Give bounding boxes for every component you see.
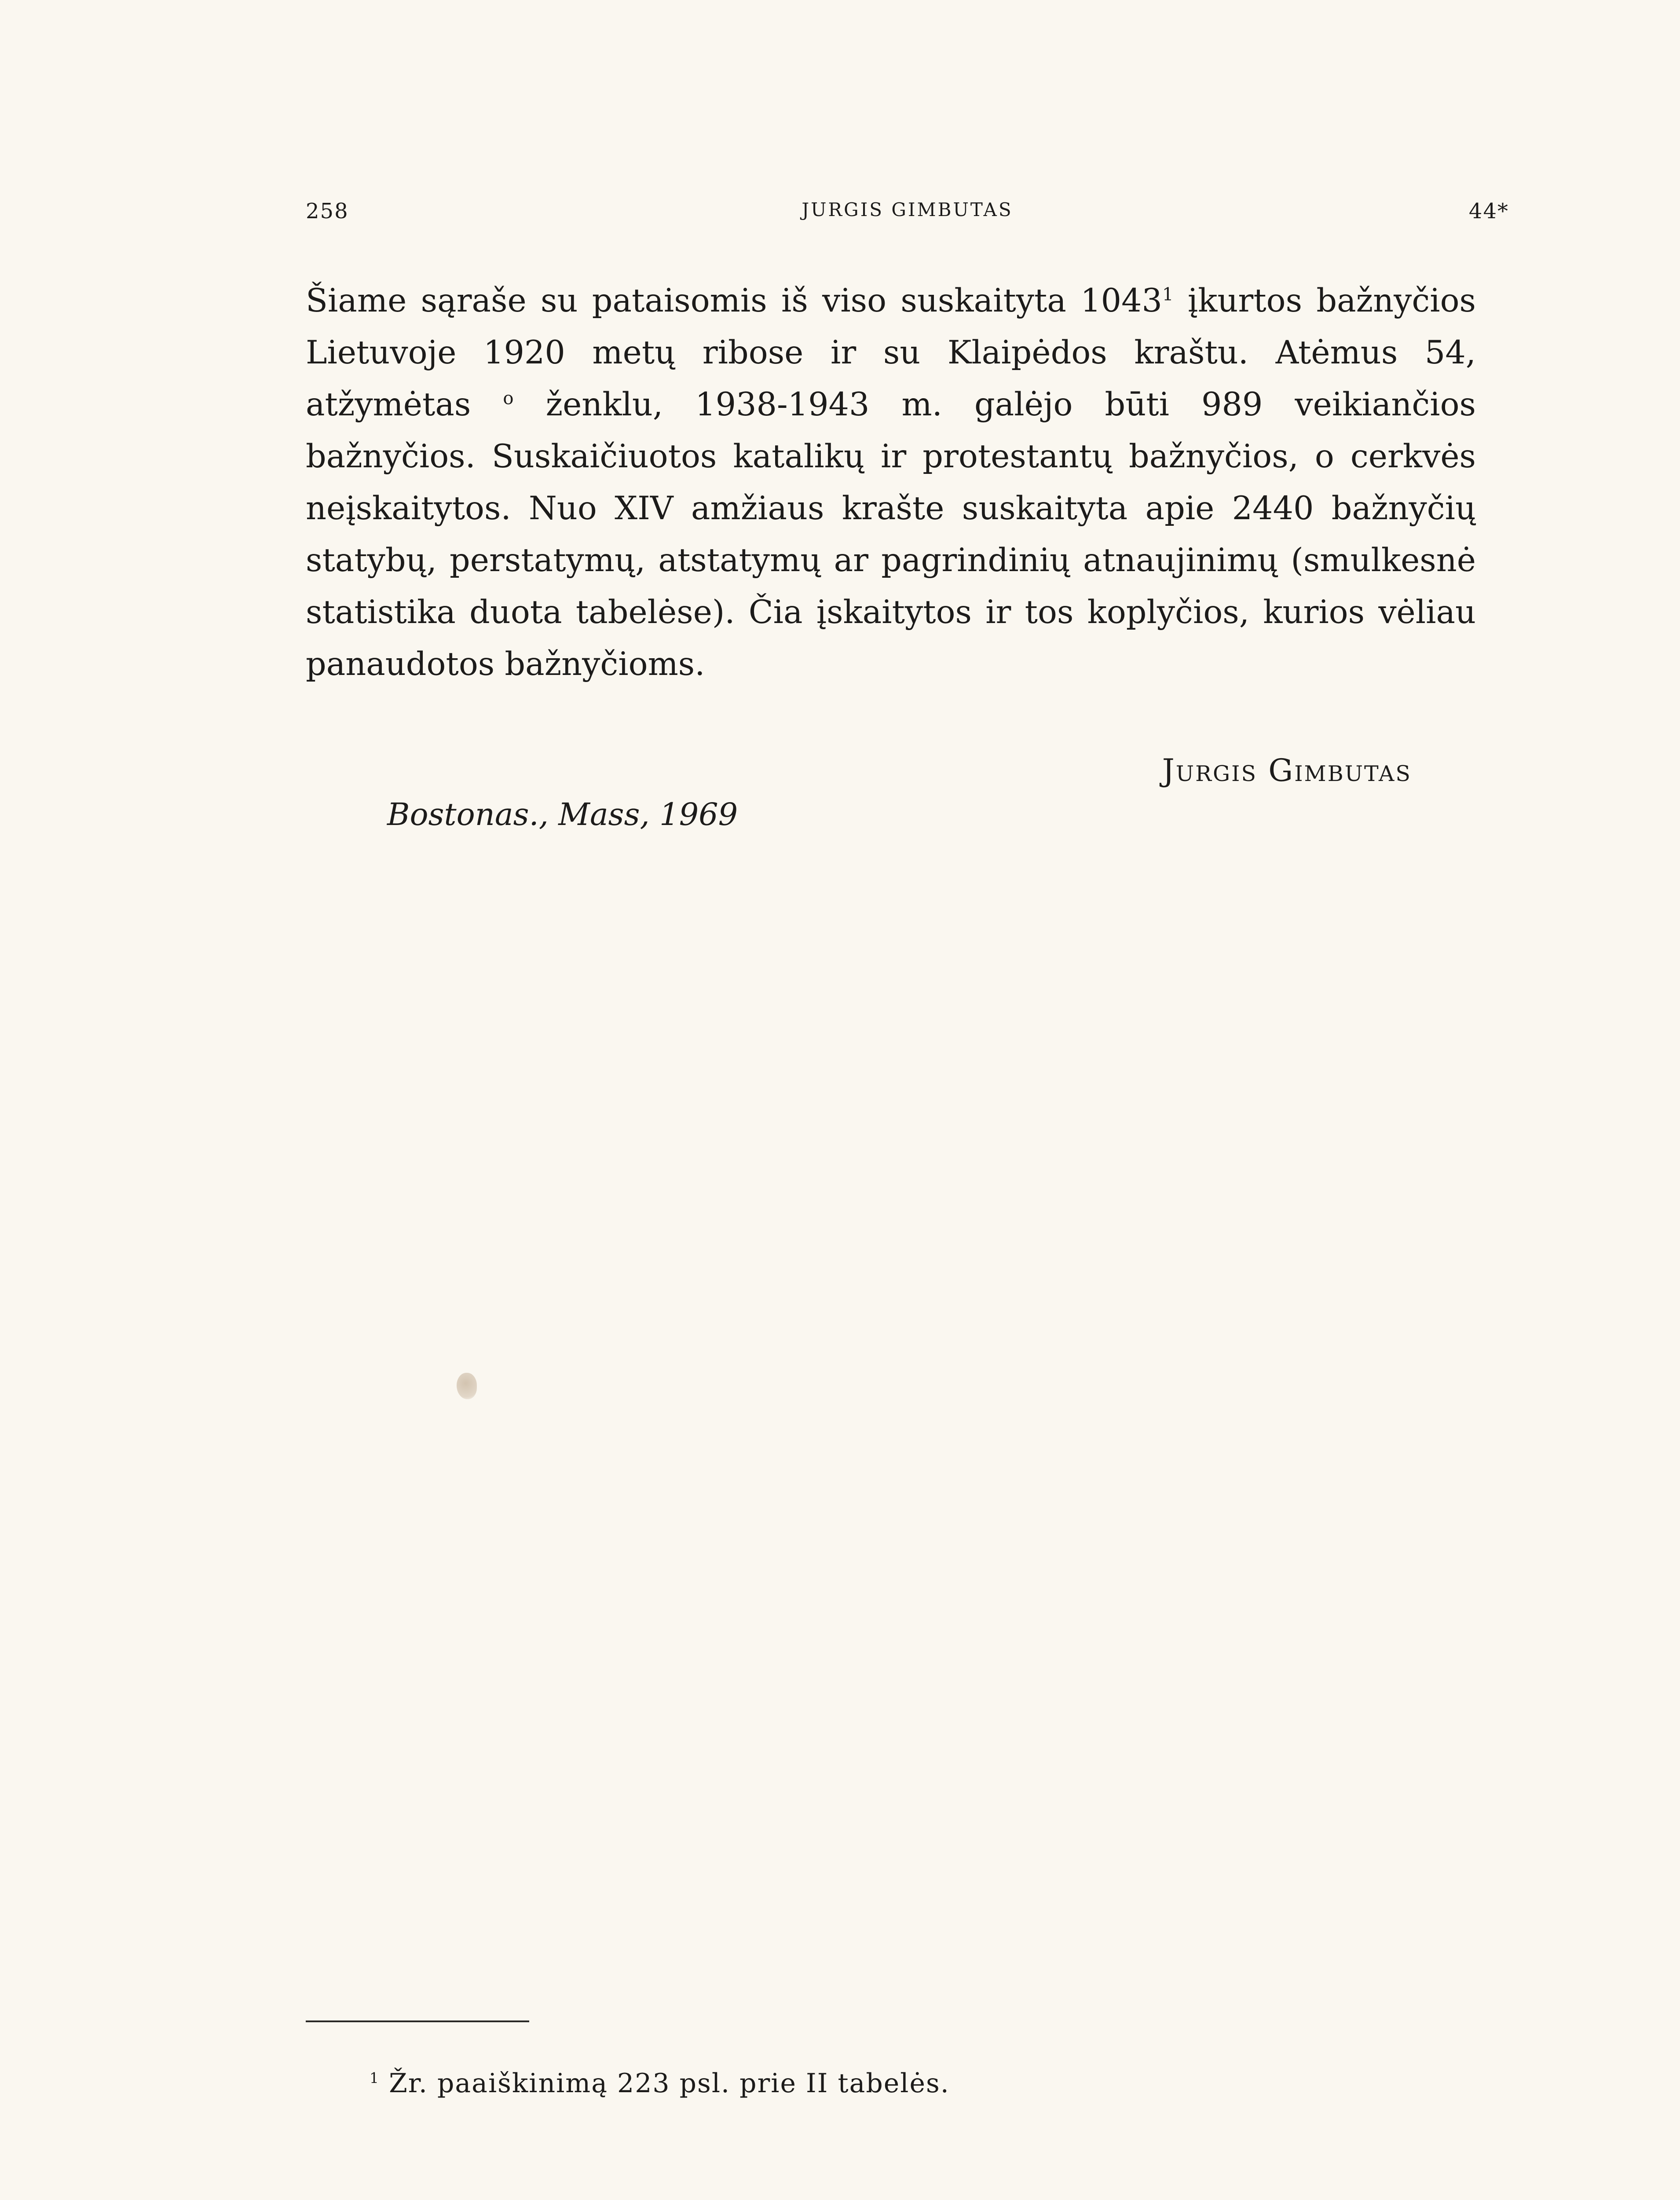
page-number: 258 <box>306 199 349 224</box>
running-title: JURGIS GIMBUTAS <box>802 199 1013 220</box>
body-text-part3: ženklu, 1938-1943 m. galėjo būti 989 veikiančios bažnyčios. Suskaičiuotos katalikų ir protestantų bažnyčios, o cerkvės neįskaitytos. Nuo XIV amžiaus krašte suskaityta apie 2440 bažnyčių statybų, perstatymų, atstatymų ar pagrindinių atnaujinimų (smulkesnė statistika duota tabelėse). Čia įskaitytos ir tos koplyčios, kurios vėliau panaudotos bažnyčioms. <box>306 386 1476 683</box>
footnote-marker: 1 <box>370 2069 380 2086</box>
footnote-reference: 1 <box>1162 284 1174 305</box>
footnote <box>370 2068 950 2099</box>
body-text-part2: įkurtos bažnyčios Lietuvoje 1920 metų ribose ir su Klaipėdos kraštu. Atėmus 54, atžymėtas <box>306 282 1476 423</box>
page-header <box>306 199 1509 234</box>
signature-mark: 44* <box>1468 199 1509 224</box>
degree-mark: o <box>503 388 514 409</box>
body-paragraph <box>306 275 1476 690</box>
footnote-text: Žr. paaiškinimą 223 psl. prie II tabelės. <box>380 2068 950 2099</box>
paper-smudge <box>457 1373 477 1399</box>
author-byline: Jurgis Gimbutas <box>1162 752 1412 788</box>
place-date: Bostonas., Mass, 1969 <box>387 796 738 832</box>
body-text-part1: Šiame sąraše su pataisomis iš viso suskaityta 1043 <box>306 282 1162 319</box>
footnote-rule <box>306 2020 529 2022</box>
